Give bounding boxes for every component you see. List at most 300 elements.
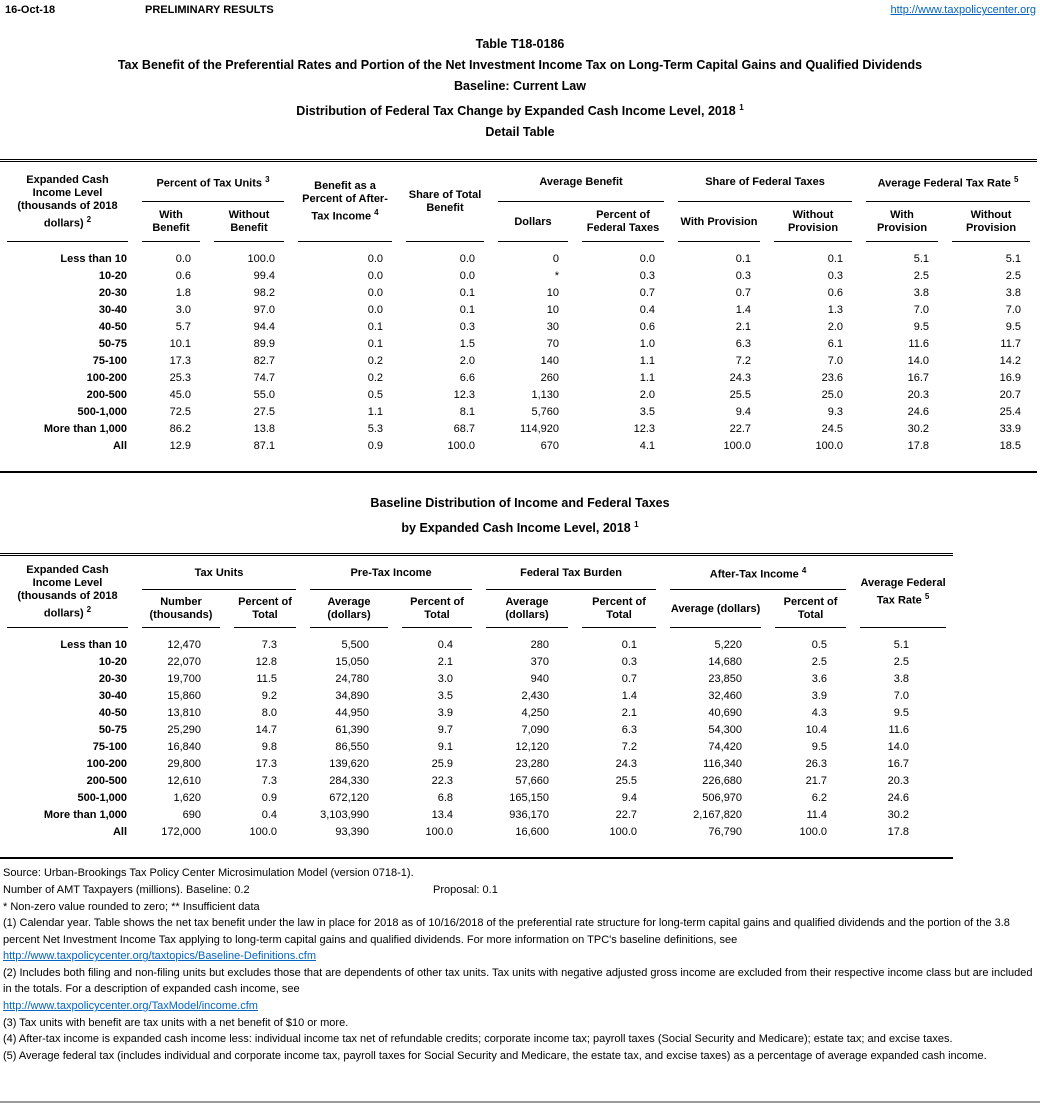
cell: 13.8 [253, 423, 275, 436]
cell: 9.3 [827, 406, 843, 419]
cell: 100.0 [609, 826, 638, 839]
cell: 11.7 [1000, 338, 1021, 351]
row-label: 500-1,000 [77, 792, 127, 805]
table-row [0, 773, 953, 790]
report-date: 16-Oct-18 [5, 4, 56, 16]
cell: 98.2 [253, 287, 275, 300]
cell: 13,810 [167, 707, 201, 720]
cell: 0.4 [261, 809, 278, 822]
cell: 506,970 [702, 792, 743, 805]
cell: 0.1 [827, 253, 843, 266]
cell: 0.3 [827, 270, 843, 283]
cell: 7.0 [893, 690, 910, 703]
cell: 0.7 [639, 287, 655, 300]
row-label: 100-200 [86, 758, 127, 771]
cell: 2.5 [913, 270, 929, 283]
asterisk-note: * Non-zero value rounded to zero; ** Insufficient data [3, 900, 260, 913]
cell: 9.5 [811, 741, 828, 754]
cell: 20.7 [999, 389, 1021, 402]
detail-table-body [0, 242, 1037, 471]
cell: 57,660 [515, 775, 550, 788]
row-label: All [112, 440, 127, 453]
footnote-3: (3) Tax units with benefit are tax units with a net benefit of $10 or more. [3, 1016, 349, 1029]
cell: 16.7 [907, 372, 929, 385]
table-row [0, 654, 953, 671]
column-header-income-level: Expanded Cash Income Level (thousands of 2018 dollars) $^2$ [0, 162, 135, 242]
cell: 172,000 [161, 826, 201, 839]
cell: 27.5 [253, 406, 275, 419]
cell: 14.2 [999, 355, 1021, 368]
cell: 0.3 [735, 270, 751, 283]
cell: 0.6 [827, 287, 843, 300]
cell: 0.5 [811, 639, 828, 652]
group-header-average-federal-tax-rate: Average Federal Tax Rate $^5$ [859, 162, 1037, 202]
cell: 72.5 [169, 406, 191, 419]
subheader-without-benefit: Without Benefit [207, 202, 291, 242]
cell: 7.0 [827, 355, 843, 368]
detail-table-line: Detail Table [485, 125, 555, 140]
cell: 1.4 [735, 304, 751, 317]
cell: 8.1 [459, 406, 475, 419]
cell: 5.7 [175, 321, 191, 334]
cell: 55.0 [253, 389, 275, 402]
table-row [0, 807, 953, 824]
group-header-average-benefit: Average Benefit [491, 162, 671, 202]
cell: 0.1 [367, 321, 383, 334]
cell: 45.0 [169, 389, 191, 402]
cell: 10.1 [169, 338, 191, 351]
cell: 3.8 [913, 287, 929, 300]
cell: 70 [546, 338, 559, 351]
cell: 21.7 [805, 775, 828, 788]
cell: 0.1 [367, 338, 383, 351]
cell: 3.0 [175, 304, 191, 317]
cell: 0.0 [367, 270, 383, 283]
cell: 30 [546, 321, 559, 334]
cell: 0.9 [367, 440, 383, 453]
cell: 3.8 [1005, 287, 1021, 300]
cell: 226,680 [702, 775, 743, 788]
cell: 6.6 [459, 372, 475, 385]
cell: 11.4 [806, 809, 828, 822]
table-row [0, 242, 1037, 268]
subheader-percent-of-total: Percent of Total [227, 590, 303, 628]
cell: 87.1 [253, 440, 275, 453]
table-row [0, 421, 1037, 438]
cell: 3,103,990 [320, 809, 370, 822]
cell: 9.7 [437, 724, 454, 737]
cell: 2.0 [827, 321, 843, 334]
cell: 0.0 [459, 253, 475, 266]
table-row [0, 824, 953, 857]
baseline-definitions-link[interactable]: http://www.taxpolicycenter.org/taxtopics/Baseline-Definitions.cfm [3, 950, 317, 963]
subheader-number-thousands: Number (thousands) [135, 590, 227, 628]
cell: 1,620 [173, 792, 201, 805]
cell: 16,600 [515, 826, 550, 839]
cell: 4,250 [521, 707, 550, 720]
cell: 100.0 [799, 826, 828, 839]
cell: 24.5 [821, 423, 843, 436]
row-label: More than 1,000 [43, 423, 127, 436]
cell: 0.2 [367, 355, 383, 368]
amt-proposal-value: Proposal: 0.1 [433, 883, 498, 896]
cell: 54,300 [708, 724, 743, 737]
cell: 0.0 [367, 304, 383, 317]
row-label: 10-20 [98, 656, 127, 669]
cell: 82.7 [253, 355, 275, 368]
source-note: Source: Urban-Brookings Tax Policy Center Microsimulation Model (version 0718-1). [3, 867, 414, 880]
cell: 5.1 [1005, 253, 1021, 266]
footnote-4: (4) After-tax income is expanded cash income less: individual income tax net of refundable credits; corporate income tax; payroll taxes (Social Security and Medicare); estate tax; and excise taxes. [3, 1033, 953, 1046]
cell: 16.7 [887, 758, 910, 771]
cell: 0.6 [175, 270, 191, 283]
cell: 25.5 [615, 775, 638, 788]
cell: 99.4 [253, 270, 275, 283]
table-row [0, 302, 1037, 319]
row-label: 75-100 [92, 741, 127, 754]
cell: 24,780 [335, 673, 370, 686]
cell: 14.0 [887, 741, 910, 754]
cell: 672,120 [329, 792, 370, 805]
cell: 12,120 [515, 741, 550, 754]
cell: 22.7 [615, 809, 638, 822]
cell: 10 [546, 304, 559, 317]
cell: 7.0 [1005, 304, 1021, 317]
table-row [0, 353, 1037, 370]
cell: 74,420 [708, 741, 743, 754]
cell: 12.8 [255, 656, 278, 669]
cell: 86.2 [169, 423, 191, 436]
cell: 1.1 [639, 355, 655, 368]
cell: 86,550 [335, 741, 370, 754]
cell: 0 [552, 253, 559, 266]
table-row [0, 628, 953, 654]
cell: 2.1 [437, 656, 454, 669]
group-header-tax-units: Tax Units [135, 556, 303, 590]
cell: 9.5 [1005, 321, 1021, 334]
cell: * [554, 270, 559, 283]
cell: 40,690 [708, 707, 743, 720]
footnote-1: (1) Calendar year. Table shows the net tax benefit under the law in place for 2018 as of 10/16/2018 of the preferential rate structure for long-term capital gains and qualified dividends and the portion of the 3.8 percent Net Investment Income Tax applying to long-term capital gains and qualified dividends. For more information on TPC's baseline definitions, see [3, 917, 1010, 946]
cell: 0.0 [639, 253, 655, 266]
cell: 280 [530, 639, 550, 652]
cell: 2,167,820 [693, 809, 743, 822]
subheader-average-dollars: Average (dollars) [663, 590, 768, 628]
cell: 100.0 [425, 826, 454, 839]
cell: 18.5 [999, 440, 1021, 453]
cell: 3.8 [893, 673, 910, 686]
cell: 1.4 [621, 690, 638, 703]
cell: 936,170 [509, 809, 550, 822]
cell: 93,390 [335, 826, 370, 839]
cell: 5,760 [531, 406, 559, 419]
subheader-without-provision: Without Provision [767, 202, 859, 242]
cell: 690 [182, 809, 201, 822]
preliminary-label: PRELIMINARY RESULTS [145, 4, 274, 16]
cell: 4.1 [639, 440, 655, 453]
cell: 0.7 [735, 287, 751, 300]
cell: 370 [530, 656, 550, 669]
cell: 3.0 [437, 673, 454, 686]
subheader-with-benefit: With Benefit [135, 202, 207, 242]
group-header-share-federal-taxes: Share of Federal Taxes [671, 162, 859, 202]
cell: 100.0 [247, 253, 275, 266]
cell: 25.3 [169, 372, 191, 385]
cell: 44,950 [335, 707, 370, 720]
cell: 17.8 [887, 826, 910, 839]
cell: 29,800 [167, 758, 201, 771]
cell: 8.0 [261, 707, 278, 720]
cell: 1.5 [459, 338, 475, 351]
cell: 12.3 [633, 423, 655, 436]
table-title: Tax Benefit of the Preferential Rates and Portion of the Net Investment Income Tax on Long-Term Capital Gains and Qualified Dividends [117, 58, 923, 72]
subheader-with-provision: With Provision [859, 202, 945, 242]
footnotes [0, 865, 1040, 1064]
cell: 2.0 [639, 389, 655, 402]
table-row [0, 739, 953, 756]
cell: 11.6 [908, 338, 929, 351]
title-block [0, 34, 1040, 143]
cell: 74.7 [253, 372, 275, 385]
cell: 12.3 [453, 389, 475, 402]
cell: 3.6 [811, 673, 828, 686]
row-label: 30-40 [98, 690, 127, 703]
cell: 0.9 [261, 792, 278, 805]
row-label: 200-500 [86, 775, 127, 788]
cell: 15,050 [335, 656, 370, 669]
cell: 1.3 [827, 304, 843, 317]
table-row [0, 285, 1037, 302]
cell: 6.3 [621, 724, 638, 737]
cell: 7.2 [735, 355, 751, 368]
cell: 0.1 [621, 639, 638, 652]
cell: 61,390 [335, 724, 370, 737]
cell: 22.3 [431, 775, 454, 788]
cell: 30.2 [907, 423, 929, 436]
cell: 0.3 [639, 270, 655, 283]
row-label: 10-20 [98, 270, 127, 283]
cell: 11.6 [888, 724, 910, 737]
cell: 3.5 [639, 406, 655, 419]
table-row [0, 790, 953, 807]
subheader-without-provision: Without Provision [945, 202, 1037, 242]
cell: 140 [540, 355, 559, 368]
cell: 89.9 [253, 338, 275, 351]
cell: 2,430 [521, 690, 550, 703]
cell: 22.7 [729, 423, 751, 436]
cell: 13.4 [431, 809, 454, 822]
cell: 2.5 [811, 656, 828, 669]
cell: 0.6 [639, 321, 655, 334]
amt-taxpayers-note: Number of AMT Taxpayers (millions). Baseline: 0.2 Proposal: 0.1 [3, 882, 1038, 899]
footnote-2: (2) Includes both filing and non-filing units but excludes those that are dependents of other tax units. Tax units with negative adjusted gross income are excluded from their respective income class but are included in the totals. For a description of expanded cash income, see [3, 966, 1033, 996]
baseline-line: Baseline: Current Law [454, 79, 586, 93]
cell: 100.0 [815, 440, 843, 453]
income-definition-link[interactable]: http://www.taxpolicycenter.org/TaxModel/income.cfm [3, 1000, 258, 1013]
cell: 20.3 [887, 775, 910, 788]
cell: 14.0 [907, 355, 929, 368]
footnote-5: (5) Average federal tax (includes individual and corporate income tax, payroll taxes for Social Security and Medicare, the estate tax, and excise taxes) as a percentage of average expanded cash income. [3, 1049, 987, 1062]
cell: 0.0 [175, 253, 191, 266]
cell: 23.6 [821, 372, 843, 385]
cell: 1.0 [639, 338, 655, 351]
bottom-divider [0, 1101, 1040, 1103]
column-header-share-total-benefit: Share of Total Benefit [399, 162, 491, 242]
cell: 16,840 [167, 741, 201, 754]
table-row [0, 370, 1037, 387]
cell: 4.3 [811, 707, 828, 720]
cell: 12.9 [169, 440, 191, 453]
table-row [0, 688, 953, 705]
cell: 2.1 [621, 707, 638, 720]
cell: 1.8 [175, 287, 191, 300]
cell: 25,290 [167, 724, 201, 737]
cell: 25.0 [821, 389, 843, 402]
cell: 23,280 [515, 758, 550, 771]
baseline-table-body [0, 628, 953, 857]
row-label: Less than 10 [60, 253, 127, 266]
group-header-aftertax-income: After-Tax Income $^4$ [663, 556, 853, 590]
subheader-average-dollars: Average (dollars) [479, 590, 575, 628]
cell: 24.6 [887, 792, 910, 805]
cell: 0.3 [621, 656, 638, 669]
cell: 0.1 [735, 253, 751, 266]
cell: 33.9 [999, 423, 1021, 436]
cell: 0.5 [367, 389, 383, 402]
table-row [0, 404, 1037, 421]
cell: 0.1 [459, 304, 475, 317]
cell: 100.0 [723, 440, 751, 453]
cell: 5.1 [893, 639, 910, 652]
cell: 5,220 [714, 639, 743, 652]
cell: 10 [546, 287, 559, 300]
subheader-average-dollars: Average (dollars) [303, 590, 395, 628]
row-label: 20-30 [98, 673, 127, 686]
cell: 12,470 [167, 639, 201, 652]
cell: 7.3 [261, 639, 278, 652]
cell: 6.1 [827, 338, 843, 351]
cell: 7,090 [521, 724, 550, 737]
table-row [0, 438, 1037, 471]
row-label: All [112, 826, 127, 839]
cell: 24.3 [615, 758, 638, 771]
cell: 34,890 [335, 690, 370, 703]
group-header-percent-tax-units: Percent of Tax Units $^3$ [135, 162, 291, 202]
cell: 114,920 [520, 423, 559, 436]
cell: 9.5 [913, 321, 929, 334]
subheader-with-provision: With Provision [671, 202, 767, 242]
row-label: 200-500 [86, 389, 127, 402]
group-header-federal-tax-burden: Federal Tax Burden [479, 556, 663, 590]
cell: 9.8 [261, 741, 278, 754]
cell: 0.2 [367, 372, 383, 385]
cell: 17.3 [169, 355, 191, 368]
cell: 100.0 [447, 440, 475, 453]
subheader-percent-federal-taxes: Percent of Federal Taxes [575, 202, 671, 242]
cell: 9.4 [621, 792, 638, 805]
table-row [0, 671, 953, 688]
table-row [0, 705, 953, 722]
cell: 2.5 [1005, 270, 1021, 283]
column-header-average-federal-tax-rate: Average Federal Tax Rate $^5$ [853, 556, 953, 628]
cell: 16.9 [999, 372, 1021, 385]
cell: 116,340 [703, 758, 743, 771]
cell: 284,330 [329, 775, 370, 788]
cell: 0.1 [459, 287, 475, 300]
subheader-percent-of-total: Percent of Total [395, 590, 479, 628]
row-label: 40-50 [98, 321, 127, 334]
row-label: 75-100 [92, 355, 127, 368]
cell: 0.4 [437, 639, 454, 652]
cell: 9.2 [261, 690, 278, 703]
subheader-percent-of-total: Percent of Total [575, 590, 663, 628]
cell: 32,460 [708, 690, 743, 703]
column-header-income-level: Expanded Cash Income Level (thousands of 2018 dollars) $^2$ [0, 556, 135, 628]
cell: 19,700 [167, 673, 201, 686]
column-header-benefit-percent-aftertax: Benefit as a Percent of After-Tax Income $^4$ [291, 162, 399, 242]
cell: 165,150 [509, 792, 550, 805]
table-row [0, 319, 1037, 336]
cell: 1.1 [639, 372, 655, 385]
cell: 24.3 [729, 372, 751, 385]
table-row [0, 268, 1037, 285]
cell: 5,500 [341, 639, 370, 652]
cell: 30.2 [887, 809, 910, 822]
table-row [0, 336, 1037, 353]
cell: 14,680 [708, 656, 743, 669]
table-row [0, 722, 953, 739]
cell: 26.3 [805, 758, 828, 771]
cell: 10.4 [805, 724, 828, 737]
cell: 0.0 [367, 253, 383, 266]
cell: 11.5 [256, 673, 278, 686]
cell: 5.1 [913, 253, 929, 266]
cell: 15,860 [167, 690, 201, 703]
cell: 1.1 [367, 406, 383, 419]
row-label: More than 1,000 [43, 809, 127, 822]
cell: 12,610 [167, 775, 201, 788]
cell: 7.2 [621, 741, 638, 754]
cell: 0.0 [459, 270, 475, 283]
row-label: 40-50 [98, 707, 127, 720]
cell: 0.0 [367, 287, 383, 300]
cell: 6.8 [437, 792, 454, 805]
cell: 5.3 [367, 423, 383, 436]
taxpolicycenter-link[interactable]: http://www.taxpolicycenter.org [890, 4, 1036, 16]
row-label: 100-200 [86, 372, 127, 385]
cell: 20.3 [907, 389, 929, 402]
baseline-table [0, 553, 953, 859]
cell: 94.4 [253, 321, 275, 334]
cell: 3.9 [811, 690, 828, 703]
top-bar [0, 0, 1040, 18]
cell: 940 [530, 673, 550, 686]
cell: 14.7 [255, 724, 278, 737]
subheader-dollars: Dollars [491, 202, 575, 242]
row-label: 20-30 [98, 287, 127, 300]
row-label: 30-40 [98, 304, 127, 317]
cell: 68.7 [453, 423, 475, 436]
cell: 9.4 [735, 406, 751, 419]
cell: 23,850 [708, 673, 743, 686]
cell: 9.5 [893, 707, 910, 720]
cell: 22,070 [167, 656, 201, 669]
cell: 260 [540, 372, 559, 385]
cell: 1,130 [531, 389, 559, 402]
cell: 2.0 [459, 355, 475, 368]
baseline-table-title: Baseline Distribution of Income and Federal Taxes by Expanded Cash Income Level, 2018 $^1$ [370, 496, 670, 536]
subheader-percent-of-total: Percent of Total [768, 590, 853, 628]
